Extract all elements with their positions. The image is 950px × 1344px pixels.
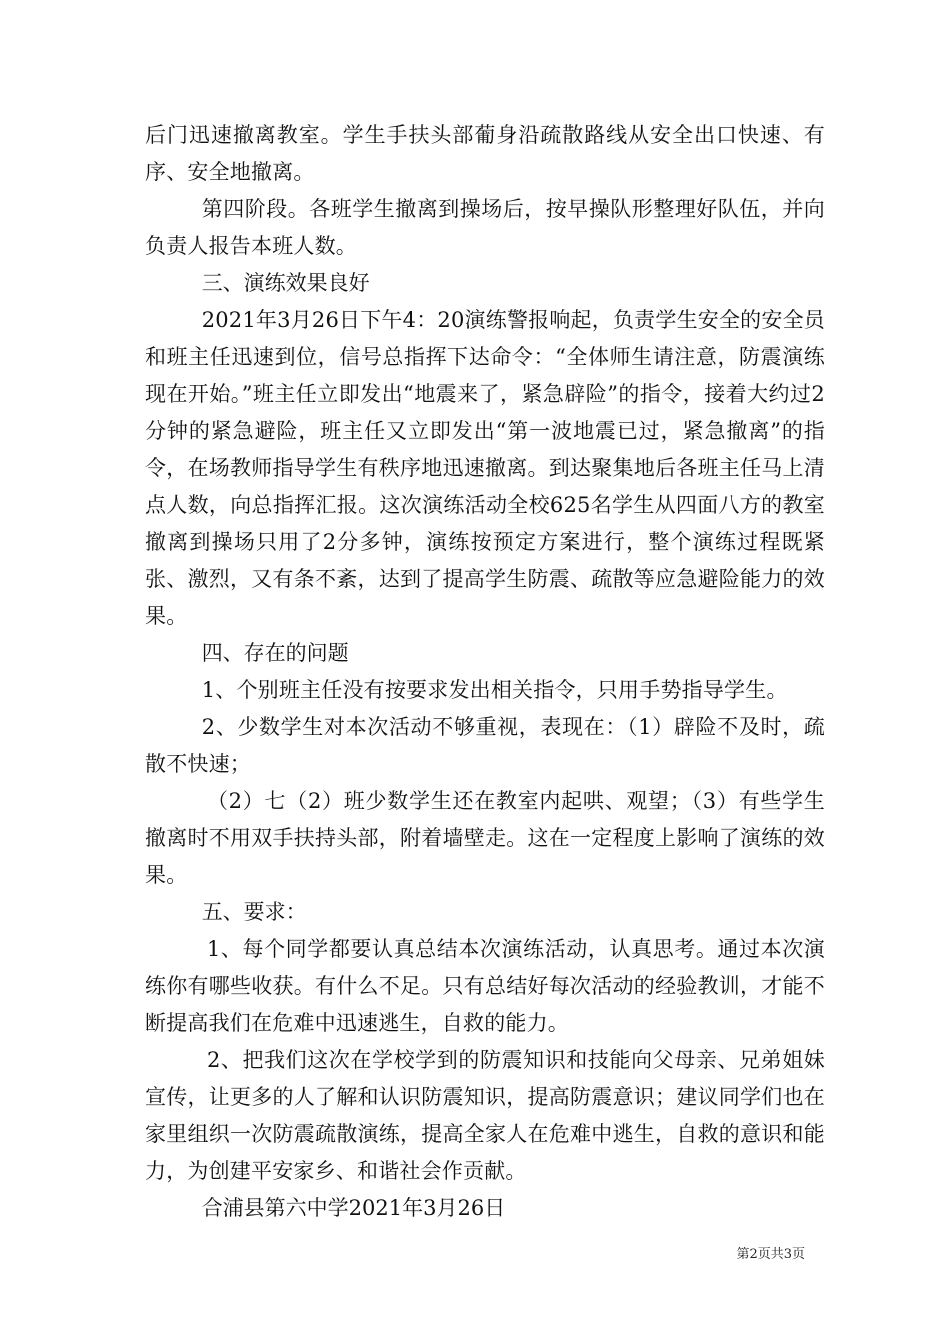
paragraph-requirement-two: 2、把我们这次在学校学到的防震知识和技能向父母亲、兄弟姐妹宣传，让更多的人了解和认识防震知识，提高防震意识；建议同学们也在家里组织一次防震疏散演练，提高全家人在危难中逃生，自救的意识和能力，为创建平安家乡、和谐社会作贡献。 — [145, 1048, 825, 1183]
page-number-footer: 第2页共3页 — [736, 1247, 805, 1262]
paragraph-problem-details: （2）七（2）班少数学生还在教室内起哄、观望；（3）有些学生撤离时不用双手扶持头部，附着墙壁走。这在一定程度上影响了演练的效果。 — [145, 789, 825, 887]
paragraph-drill-results: 2021年3月26日下午4：20演练警报响起，负责学生安全的安全员和班主任迅速到位，信号总指挥下达命令：“全体师生请注意，防震演练现在开始。”班主任立即发出“地震来了，紧急辟险”的指令，接着大约过2分钟的紧急避险，班主任又立即发出“第一波地震已过，紧急撤离”的指令，在场教师指导学生有秩序地迅速撤离。到达聚集地后各班主任马上清点人数，向总指挥汇报。这次演练活动全校625名学生从四面八方的教室撤离到操场只用了2分多钟，演练按预定方案进行，整个演练过程既紧张、激烈，又有条不紊，达到了提高学生防震、疏散等应急避险能力的效果。 — [145, 308, 825, 628]
section-heading-problems: 四、存在的问题 — [201, 641, 349, 665]
section-heading-requirements: 五、要求： — [201, 900, 307, 924]
paragraph-stage-four: 第四阶段。各班学生撤离到操场后，按早操队形整理好队伍，并向负责人报告本班人数。 — [145, 197, 825, 258]
document-signature-date: 合浦县第六中学2021年3月26日 — [201, 1196, 506, 1220]
paragraph-problem-one: 1、个别班主任没有按要求发出相关指令，只用手势指导学生。 — [201, 678, 788, 702]
paragraph-evacuation-continued: 后门迅速撤离教室。学生手扶头部葡身沿疏散路线从安全出口快速、有序、安全地撤离。 — [145, 123, 825, 184]
section-heading-results: 三、演练效果良好 — [201, 271, 370, 295]
paragraph-problem-two: 2、少数学生对本次活动不够重视，表现在：（1）辟险不及时，疏散不快速； — [145, 715, 825, 776]
document-body — [145, 117, 825, 1227]
paragraph-requirement-one: 1、每个同学都要认真总结本次演练活动，认真思考。通过本次演练你有哪些收获。有什么不足。只有总结好每次活动的经验教训，才能不断提高我们在危难中迅速逃生，自救的能力。 — [145, 937, 825, 1035]
